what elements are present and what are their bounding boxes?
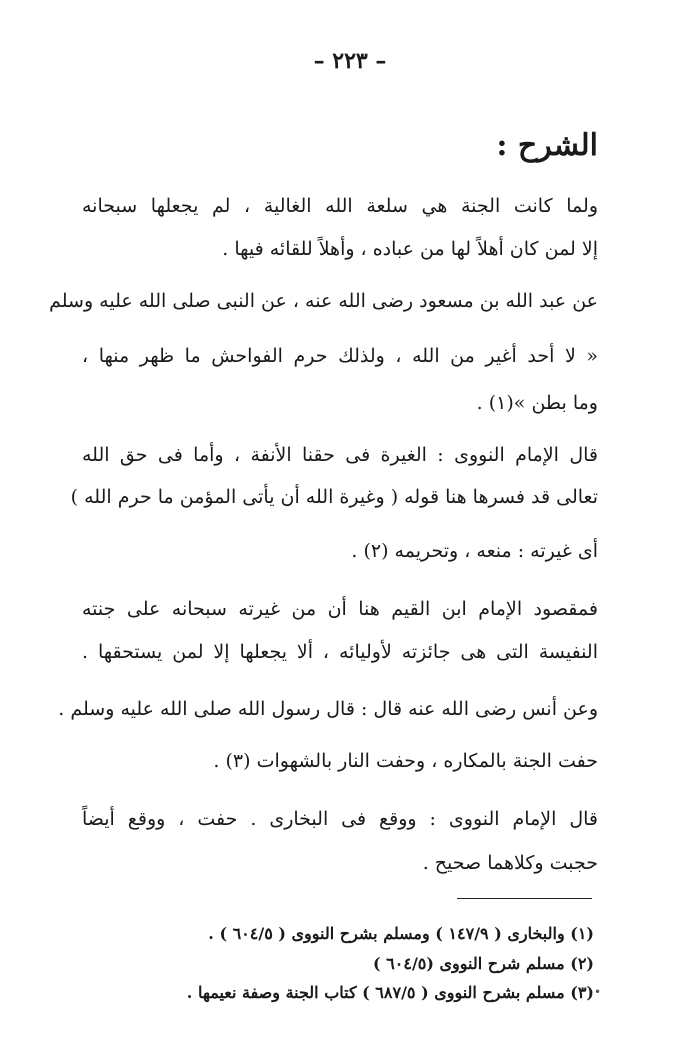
text-line: تعالى قد فسرها هنا قوله ( وغيرة الله أن يأتى المؤمن ما حرم الله ) <box>70 486 598 508</box>
text-line: حفت الجنة بالمكاره ، وحفت النار بالشهوات (٣) . <box>213 750 598 772</box>
text-line: حجبت وكلاهما صحيح . <box>422 852 598 874</box>
text-line: عن عبد الله بن مسعود رضى الله عنه ، عن النبى صلى الله عليه وسلم <box>49 290 598 312</box>
section-heading: الشرح : <box>496 128 598 163</box>
hadith-quote-line: « لا أحد أغير من الله ، ولذلك حرم الفواحش ما ظهر منها ، <box>82 345 598 367</box>
text-line: وعن أنس رضى الله عنه قال : قال رسول الله صلى الله عليه وسلم . <box>58 698 598 720</box>
text-line: النفيسة التى هى جائزته لأوليائه ، ألا يجعلها إلا لمن يستحقها . <box>82 641 598 663</box>
text-line: ولما كانت الجنة هي سلعة الله الغالية ، لم يجعلها سبحانه <box>82 195 598 217</box>
footnote: (٢) مسلم شرح النووى (٦٠٤/٥ ) <box>373 954 594 973</box>
text-line: قال الإمام النووى : ووقع فى البخارى . حفت ، ووقع أيضاً <box>82 808 598 830</box>
text-line: أى غيرته : منعه ، وتحريمه (٢) . <box>351 540 598 562</box>
text-line: قال الإمام النووى : الغيرة فى حقنا الأنفة ، وأما فى حق الله <box>82 444 598 466</box>
scan-mark: • <box>594 985 602 999</box>
footnote-divider <box>457 898 592 899</box>
hadith-quote-line: وما بطن »(١) . <box>476 392 598 414</box>
page-number: – ٢٢٣ – <box>313 48 387 74</box>
footnote: (٣) مسلم بشرح النووى ( ٦٨٧/٥ ) كتاب الجنة وصفة نعيمها . <box>186 983 594 1002</box>
text-line: فمقصود الإمام ابن القيم هنا أن من غيرته سبحانه على جنته <box>82 598 598 620</box>
text-line: إلا لمن كان أهلاً لها من عباده ، وأهلاً للقائه فيها . <box>222 238 598 260</box>
footnote: (١) والبخارى ( ١٤٧/٩ ) ومسلم بشرح النووى ( ٦٠٤/٥ ) . <box>208 924 594 943</box>
